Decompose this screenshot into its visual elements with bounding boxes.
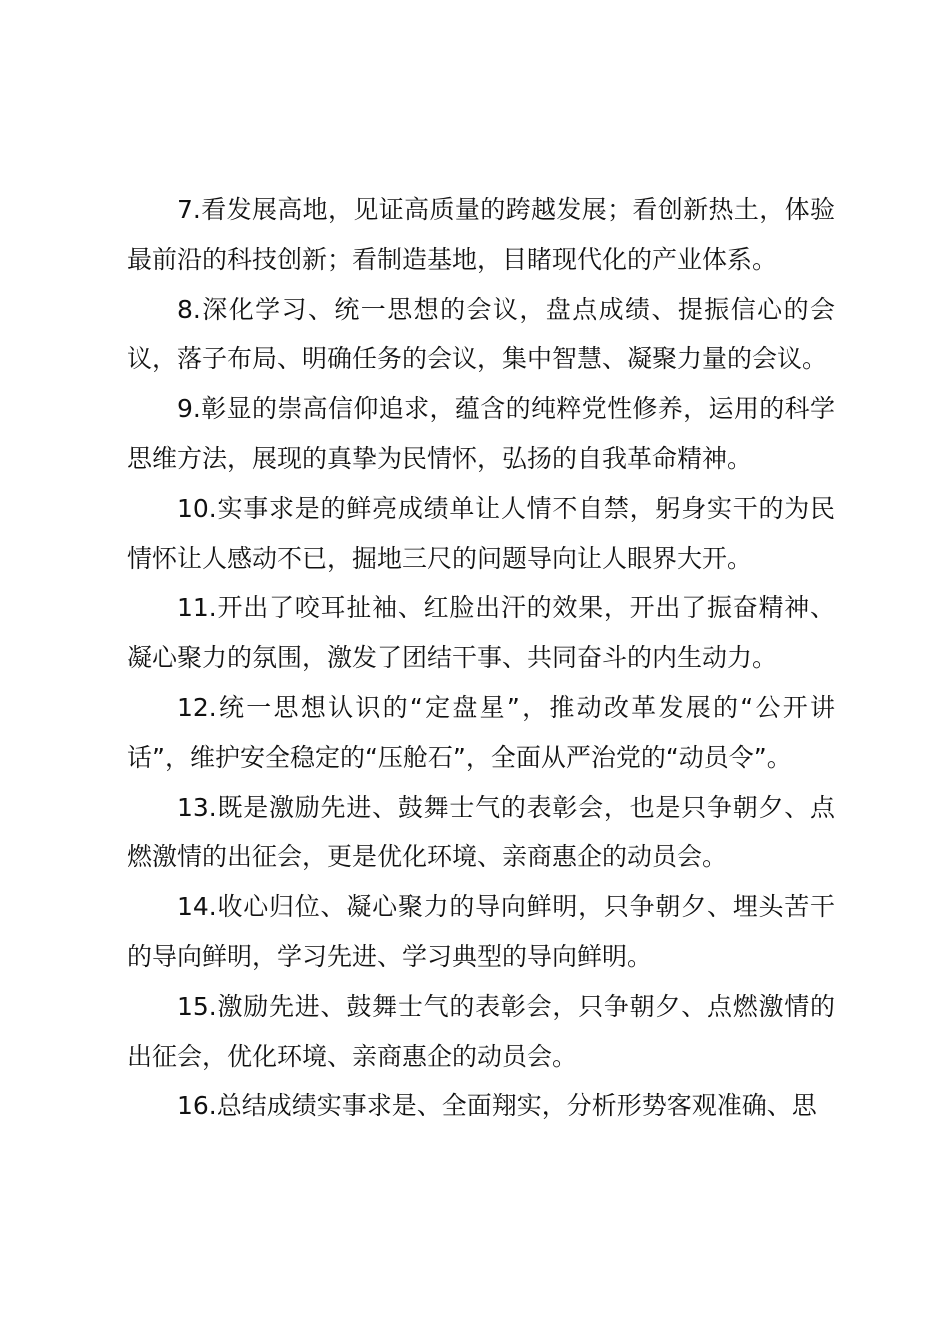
paragraph-14: 14.收心归位、凝心聚力的导向鲜明，只争朝夕、埋头苦干的导向鲜明，学习先进、学习典型的导向鲜明。 bbox=[127, 892, 835, 971]
paragraph-8: 8.深化学习、统一思想的会议，盘点成绩、提振信心的会议，落子布局、明确任务的会议，集中智慧、凝聚力量的会议。 bbox=[127, 294, 835, 374]
paragraph-15: 15.激励先进、鼓舞士气的表彰会，只争朝夕、点燃激情的出征会，优化环境、亲商惠企的动员会。 bbox=[127, 991, 835, 1071]
paragraph-16: 16.总结成绩实事求是、全面翔实，分析形势客观准确、思 bbox=[177, 1091, 817, 1121]
paragraph-10: 10.实事求是的鲜亮成绩单让人情不自禁，躬身实干的为民情怀让人感动不已，掘地三尺的问题导向让人眼界大开。 bbox=[127, 493, 835, 573]
paragraph-9: 9.彰显的崇高信仰追求，蕴含的纯粹党性修养，运用的科学思维方法，展现的真挚为民情怀，弘扬的自我革命精神。 bbox=[127, 394, 835, 473]
document-body bbox=[127, 185, 835, 1131]
paragraph-11: 11.开出了咬耳扯袖、红脸出汗的效果，开出了振奋精神、凝心聚力的氛围，激发了团结干事、共同奋斗的内生动力。 bbox=[127, 593, 835, 673]
paragraph-12: 12.统一思想认识的“定盘星”，推动改革发展的“公开讲话”，维护安全稳定的“压舱石”，全面从严治党的“动员令”。 bbox=[127, 692, 835, 772]
paragraph-7: 7.看发展高地，见证高质量的跨越发展；看创新热土，体验最前沿的科技创新；看制造基地，目睹现代化的产业体系。 bbox=[127, 195, 835, 274]
paragraph-13: 13.既是激励先进、鼓舞士气的表彰会，也是只争朝夕、点燃激情的出征会，更是优化环境、亲商惠企的动员会。 bbox=[127, 792, 835, 872]
